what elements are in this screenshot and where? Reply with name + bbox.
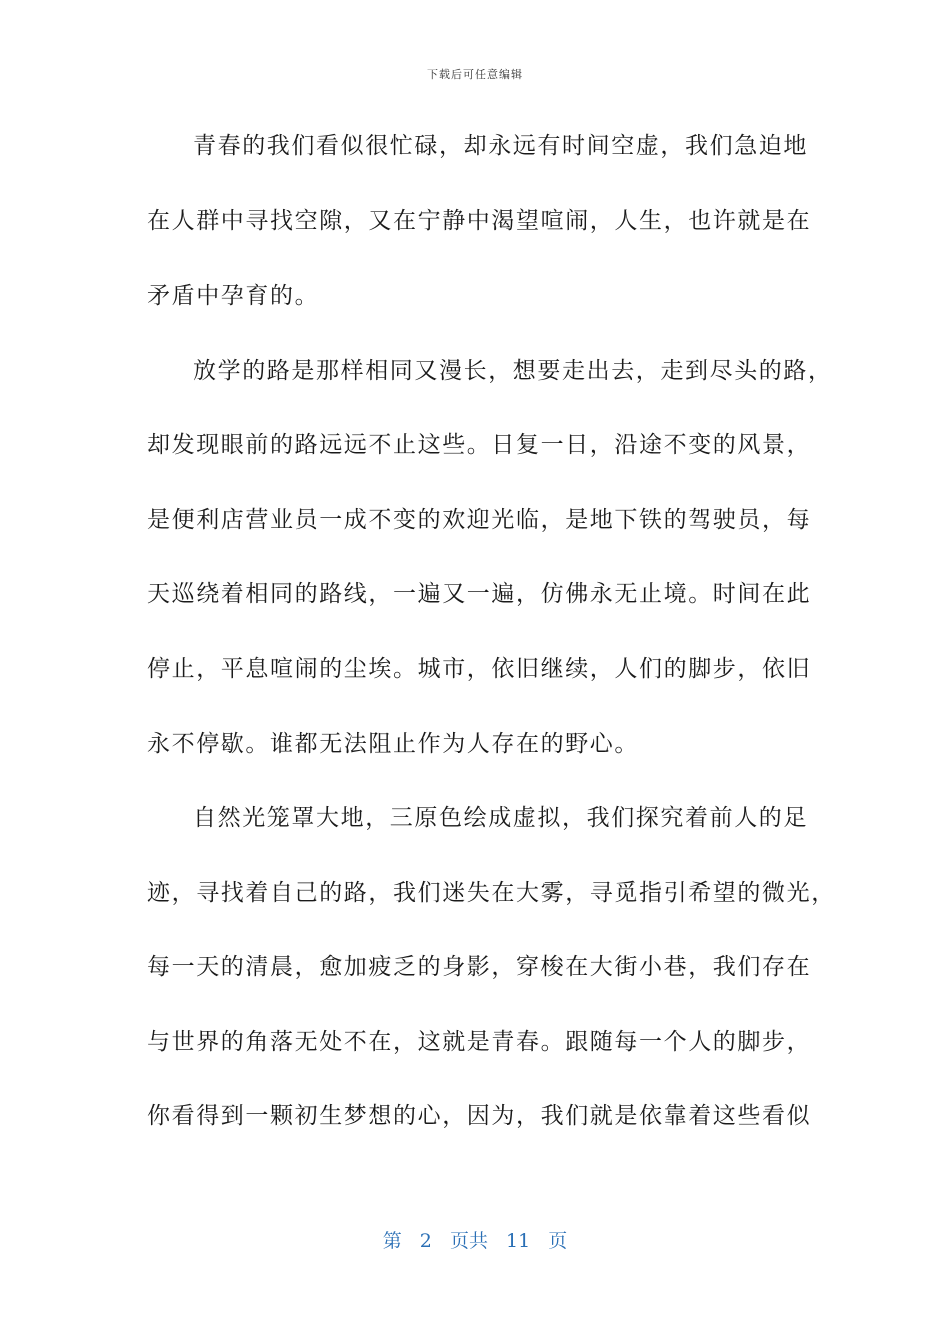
body-line-6: 是便利店营业员一成不变的欢迎光临，是地下铁的驾驶员，每 (147, 507, 812, 533)
footer-suffix: 页 (548, 1230, 568, 1252)
body-line-14: 你看得到一颗初生梦想的心，因为，我们就是依靠着这些看似 (147, 1103, 812, 1129)
body-line-11: 迹，寻找着自己的路，我们迷失在大雾，寻觅指引希望的微光， (147, 880, 836, 906)
footer-prefix: 第 (382, 1230, 402, 1252)
body-line-9: 永不停歇。谁都无法阻止作为人存在的野心。 (147, 731, 639, 757)
page-header: 下载后可任意编辑 (427, 68, 523, 81)
body-line-5: 却发现眼前的路远远不止这些。日复一日，沿途不变的风景， (147, 432, 812, 458)
body-line-10: 自然光笼罩大地，三原色绘成虚拟，我们探究着前人的足 (193, 805, 808, 831)
page-footer (0, 1226, 950, 1253)
body-line-12: 每一天的清晨，愈加疲乏的身影，穿梭在大街小巷，我们存在 (147, 954, 812, 980)
body-line-1: 青春的我们看似很忙碌，却永远有时间空虚，我们急迫地 (193, 133, 808, 159)
body-line-2: 在人群中寻找空隙，又在宁静中渴望喧闹，人生，也许就是在 (147, 208, 812, 234)
body-line-13: 与世界的角落无处不在，这就是青春。跟随每一个人的脚步， (147, 1029, 812, 1055)
body-line-8: 停止，平息喧闹的尘埃。城市，依旧继续，人们的脚步，依旧 (147, 656, 812, 682)
footer-total-pages: 11 (506, 1230, 531, 1252)
footer-middle: 页共 (449, 1230, 488, 1252)
body-line-3: 矛盾中孕育的。 (147, 283, 320, 309)
body-line-4: 放学的路是那样相同又漫长，想要走出去，走到尽头的路， (193, 358, 833, 384)
body-line-7: 天巡绕着相同的路线，一遍又一遍，仿佛永无止境。时间在此 (147, 581, 812, 607)
footer-page-number: 2 (419, 1230, 432, 1252)
